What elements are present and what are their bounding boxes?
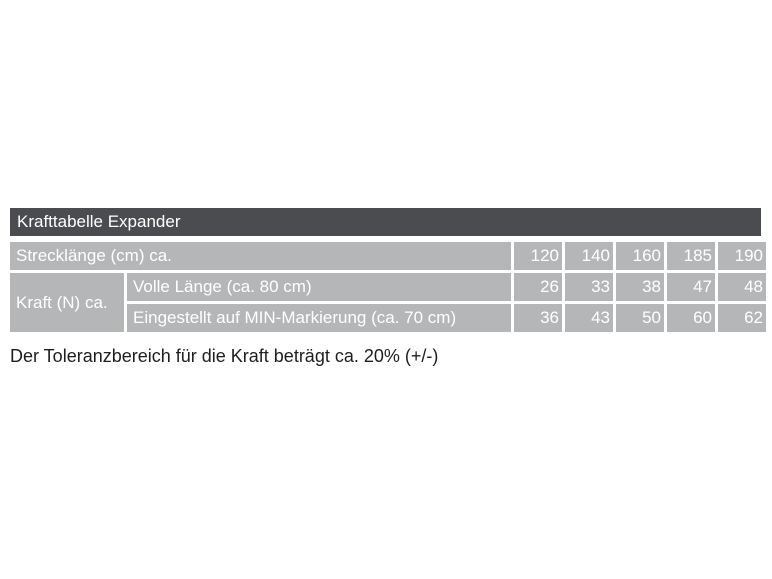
tolerance-note: Der Toleranzbereich für die Kraft beträgt ca. 20% (+/-) [10, 346, 439, 366]
full-length-value: 47 [667, 273, 715, 301]
stretch-length-value: 120 [514, 242, 562, 270]
stretch-length-value: 160 [616, 242, 664, 270]
force-group-label: Kraft (N) ca. [10, 273, 124, 332]
table-row-full-length [10, 273, 766, 301]
stretch-length-value: 185 [667, 242, 715, 270]
full-length-value: 38 [616, 273, 664, 301]
min-marking-value: 43 [565, 304, 613, 332]
min-marking-value: 60 [667, 304, 715, 332]
force-table-grid [7, 239, 769, 335]
force-table [10, 208, 764, 335]
stretch-length-value: 190 [718, 242, 766, 270]
table-row-stretch-length [10, 242, 766, 270]
min-marking-value: 36 [514, 304, 562, 332]
min-marking-value: 62 [718, 304, 766, 332]
full-length-label: Volle Länge (ca. 80 cm) [127, 273, 511, 301]
stretch-length-label: Strecklänge (cm) ca. [10, 242, 511, 270]
min-marking-value: 50 [616, 304, 664, 332]
full-length-value: 48 [718, 273, 766, 301]
full-length-value: 26 [514, 273, 562, 301]
table-title: Krafttabelle Expander [10, 208, 761, 236]
full-length-value: 33 [565, 273, 613, 301]
stretch-length-value: 140 [565, 242, 613, 270]
min-marking-label: Eingestellt auf MIN-Markierung (ca. 70 cm) [127, 304, 511, 332]
